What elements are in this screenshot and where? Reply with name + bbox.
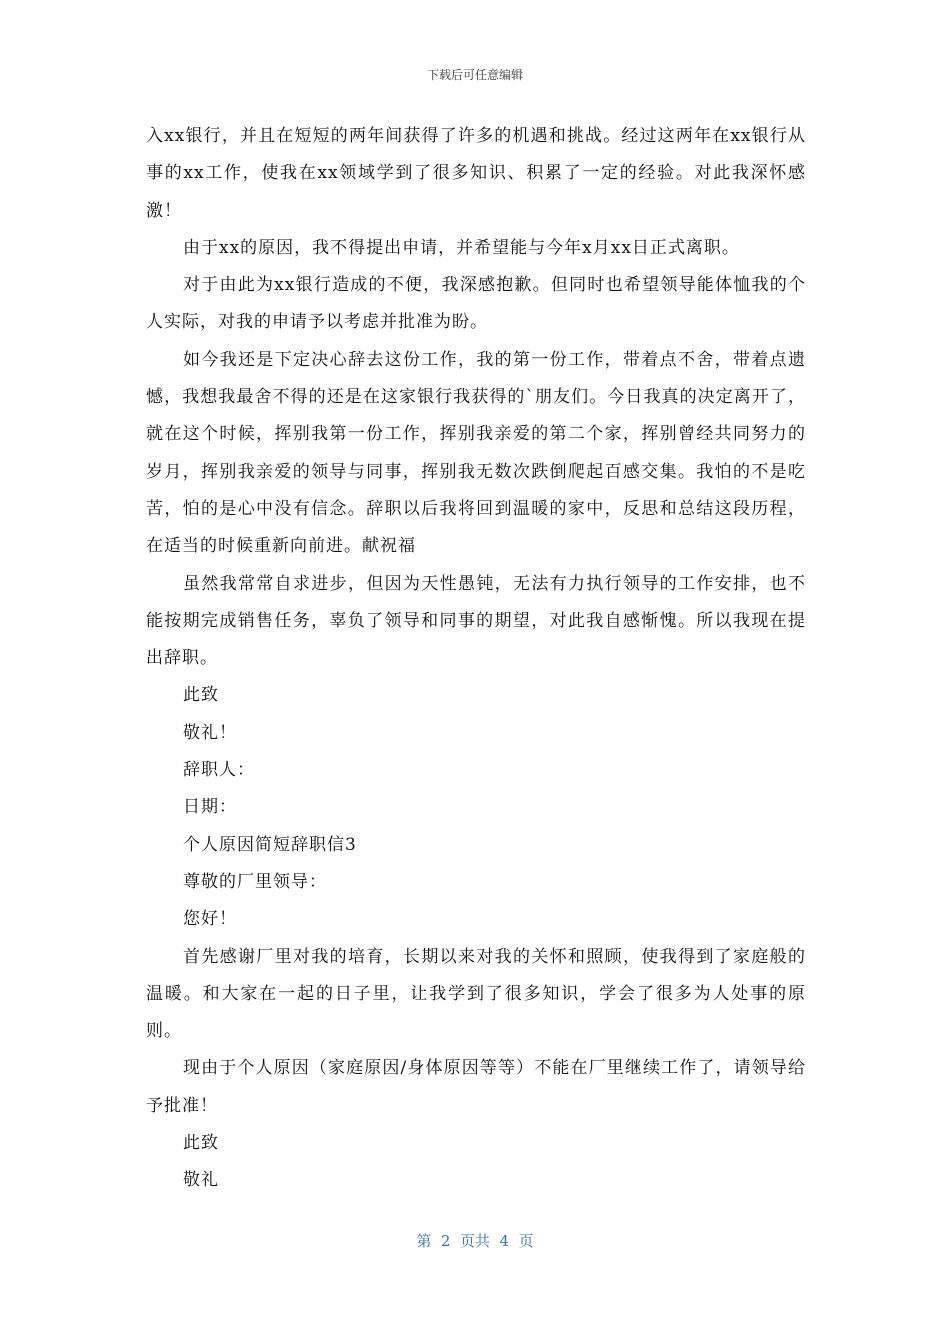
closing-salutation: 此致 xyxy=(183,685,219,706)
letter-hello: 您好！ xyxy=(183,909,237,930)
paragraph-thanks: 首先感谢厂里对我的培育，长期以来对我的关怀和照顾，使我得到了家庭般的温暖。和大家在一起的日子里，让我学到了很多知识，学会了很多为人处事的原则。 xyxy=(146,946,806,1042)
paragraph-request: 现由于个人原因（家庭原因/身体原因等等）不能在厂里继续工作了，请领导给予批准！ xyxy=(146,1058,806,1116)
document-body xyxy=(146,118,806,1200)
paragraph-continuation: 入xx银行，并且在短短的两年间获得了许多的机遇和挑战。经过这两年在xx银行从事的xx工作，使我在xx领域学到了很多知识、积累了一定的经验。对此我深怀感激！ xyxy=(146,126,806,221)
closing-regards: 敬礼！ xyxy=(183,722,237,743)
page-header: 下载后可任意编辑 xyxy=(426,68,523,82)
paragraph-farewell: 如今我还是下定决心辞去这份工作，我的第一份工作，带着点不舍，带着点遗憾，我想我最舍不得的还是在这家银行我获得的`朋友们。今日我真的决定离开了，就在这个时候，挥别我第一份工作，挥别我亲爱的第二个家，挥别曾经共同努力的岁月，挥别我亲爱的领导与同事，挥别我无数次跌倒爬起百感交集。我怕的不是吃苦，怕的是心中没有信念。辞职以后我将回到温暖的家中，反思和总结这段历程，在适当的时候重新向前进。献祝福 xyxy=(146,349,806,557)
date-line: 日期： xyxy=(183,797,237,818)
paragraph-reason: 由于xx的原因，我不得提出申请，并希望能与今年x月xx日正式离职。 xyxy=(183,237,740,258)
paragraph-resignation: 虽然我常常自求进步，但因为天性愚钝，无法有力执行领导的工作安排，也不能按期完成销售任务，辜负了领导和同事的期望，对此我自感惭愧。所以我现在提出辞职。 xyxy=(146,573,806,669)
page-number-footer: 第 2 页共 4 页 xyxy=(416,1232,534,1250)
closing-salutation-2: 此致 xyxy=(183,1133,219,1154)
letter-greeting: 尊敬的厂里领导： xyxy=(183,871,327,892)
closing-regards-2: 敬礼 xyxy=(183,1170,219,1191)
paragraph-apology: 对于由此为xx银行造成的不便，我深感抱歉。但同时也希望领导能体恤我的个人实际，对我的申请予以考虑并批准为盼。 xyxy=(146,275,806,333)
section-title: 个人原因简短辞职信3 xyxy=(183,834,357,855)
signature-line: 辞职人： xyxy=(183,760,255,781)
